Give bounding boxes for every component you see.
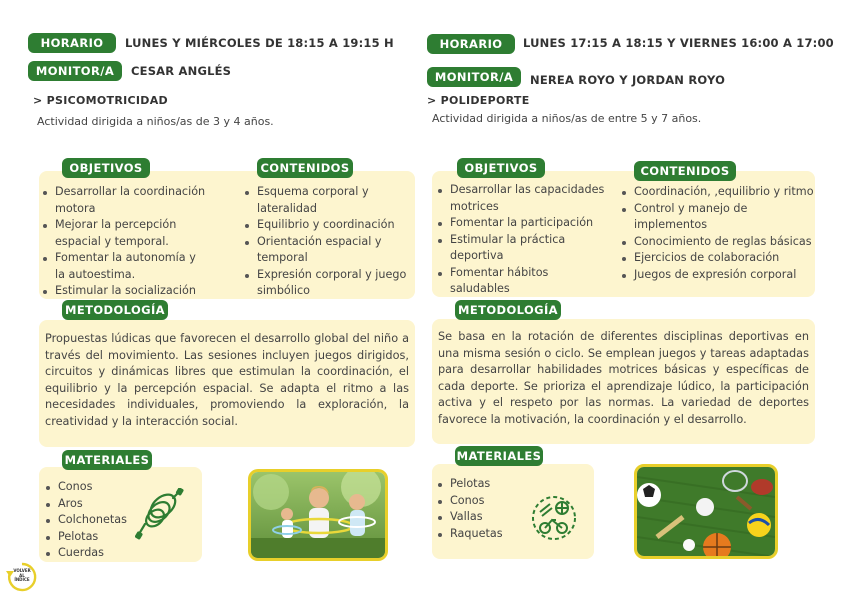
metodologia-text-right: Se basa en la rotación de diferentes disciplinas deportivas en una misma sesión o ciclo. Se emplean juegos y tareas adaptadas para desarrollar habilidades motrices básicas y específicas de cada deporte. Se prioriza el aprendizaje lúdico, la participación activa y el respeto por las normas. La variedad de deportes favorece la motivación, la coordinación y el desarrollo. (438, 330, 809, 426)
materiales-label-left: MATERIALES (62, 450, 152, 470)
material-item: Raquetas (436, 526, 536, 543)
objetivos-label-left: OBJETIVOS (62, 158, 150, 178)
horario-label-left: HORARIO (28, 33, 116, 53)
contenido-item: Esquema corporal y lateralidad (243, 184, 408, 217)
contenido-item: Orientación espacial y temporal (243, 234, 408, 267)
objetivo-item: Fomentar hábitos saludables (436, 265, 606, 298)
back-line-3: ÍNDICE (14, 577, 30, 583)
metodologia-text-left: Propuestas lúdicas que favorecen el desarrollo global del niño a través del movimiento. Las sesiones incluyen juegos dirigidos, circuitos y dinámicas libres que estimulan la coordinación, el equilibrio y la percepción espacial. Se adapta el ritmo a las necesidades individuales, promoviendo la exploración, la creatividad y la interacción social. (45, 332, 409, 428)
multisport-icon (530, 494, 578, 542)
materiales-label-right: MATERIALES (455, 446, 543, 466)
horario-value-left: LUNES Y MIÉRCOLES DE 18:15 A 19:15 H (125, 36, 394, 50)
material-item: Cuerdas (44, 545, 144, 562)
materiales-list-right (436, 476, 536, 542)
activity-title-left: > PSICOMOTRICIDAD (33, 94, 168, 107)
material-item: Pelotas (436, 476, 536, 493)
material-item: Pelotas (44, 529, 144, 546)
objetivo-item: Mejorar la percepción espacial y temporal. (41, 217, 206, 250)
activity-description-right: Actividad dirigida a niños/as de entre 5 y 7 años. (432, 112, 702, 125)
objetivos-list-left (41, 184, 206, 300)
objetivo-item: Estimular la socialización (41, 283, 206, 300)
contenido-item: Coordinación, ,equilibrio y ritmo (620, 184, 816, 201)
objetivo-item: Estimular la práctica deportiva (436, 232, 606, 265)
metodologia-label-left: METODOLOGÍA (62, 300, 168, 320)
back-line-2: AL (19, 572, 25, 578)
back-to-index-button[interactable] (6, 562, 38, 592)
contenido-item: Expresión corporal y juego simbólico (243, 267, 408, 300)
monitor-value-left: CESAR ANGLÉS (131, 64, 232, 78)
sports-equipment-photo (634, 464, 778, 559)
contenido-item: Control y manejo de implementos (620, 201, 816, 234)
contenido-item: Equilibrio y coordinación (243, 217, 408, 234)
jump-rope-icon (135, 488, 185, 540)
back-line-1: VOLVER (13, 568, 31, 573)
contenidos-list-right (620, 184, 816, 283)
contenidos-list-left (243, 184, 408, 300)
objetivo-item: Desarrollar la coordinación motora (41, 184, 206, 217)
horario-label-right: HORARIO (427, 34, 515, 54)
metodologia-label-right: METODOLOGÍA (455, 300, 561, 320)
contenido-item: Ejercicios de colaboración (620, 250, 816, 267)
materiales-list-left (44, 479, 144, 562)
monitor-value-right: NEREA ROYO Y JORDAN ROYO (530, 73, 726, 87)
horario-value-right: LUNES 17:15 A 18:15 Y VIERNES 16:00 A 17:00 (523, 36, 834, 50)
objetivo-item: Fomentar la autonomía y la autoestima. (41, 250, 206, 283)
contenido-item: Juegos de expresión corporal (620, 267, 816, 284)
objetivos-label-right: OBJETIVOS (457, 158, 545, 178)
objetivo-item: Fomentar la participación (436, 215, 606, 232)
material-item: Conos (436, 493, 536, 510)
contenido-item: Conocimiento de reglas básicas (620, 234, 816, 251)
contenidos-label-left: CONTENIDOS (257, 158, 353, 178)
contenidos-label-right: CONTENIDOS (634, 161, 736, 181)
material-item: Aros (44, 496, 144, 513)
monitor-label-right: MONITOR/A (427, 67, 521, 87)
activity-title-right: > POLIDEPORTE (427, 94, 530, 107)
material-item: Colchonetas (44, 512, 144, 529)
kids-hula-hoop-photo (248, 469, 388, 561)
objetivos-list-right (436, 182, 606, 298)
activity-description-left: Actividad dirigida a niños/as de 3 y 4 años. (37, 115, 274, 128)
material-item: Vallas (436, 509, 536, 526)
material-item: Conos (44, 479, 144, 496)
objetivo-item: Desarrollar las capacidades motrices (436, 182, 606, 215)
monitor-label-left: MONITOR/A (28, 61, 122, 81)
